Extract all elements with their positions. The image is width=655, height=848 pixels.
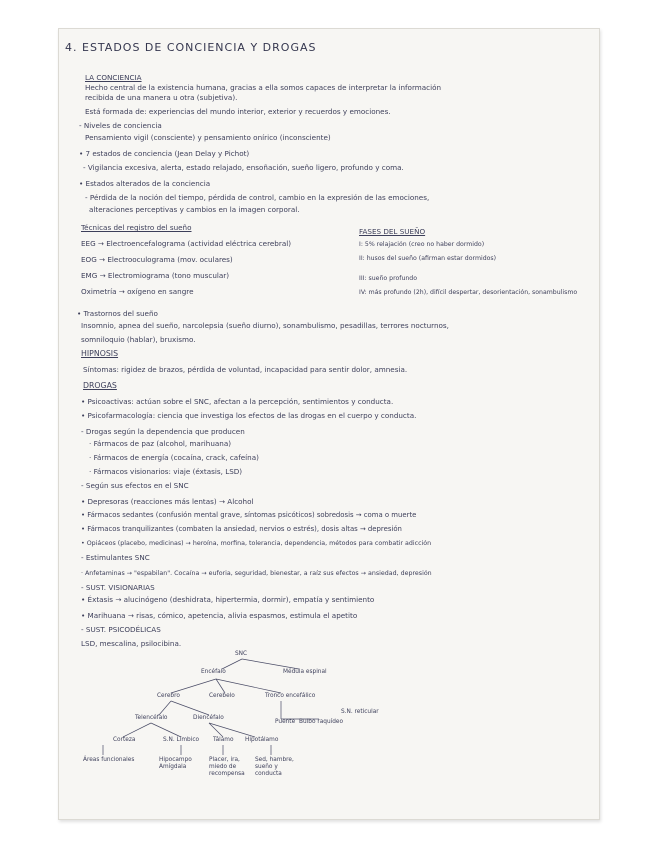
section-heading-conciencia: LA CONCIENCIA (85, 73, 142, 82)
hipnosis-line: Síntomas: rigidez de brazos, pérdida de voluntad, incapacidad para sentir dolor, amnesia. (83, 365, 408, 374)
drogas-line: • Opiáceos (placebo, medicinas) → heroína, morfina, tolerancia, dependencia, métodos para combatir adicción (81, 540, 432, 547)
tecnica-item: Oximetría → oxígeno en sangre (81, 287, 194, 296)
conciencia-line: Hecho central de la existencia humana, gracias a ella somos capaces de interpretar la información (85, 83, 442, 92)
notebook-page (58, 28, 600, 820)
drogas-line: • Depresoras (reacciones más lentas) → Alcohol (81, 497, 254, 506)
diagram-node-reticular: S.N. reticular (341, 709, 379, 715)
drogas-heading: DROGAS (83, 381, 117, 390)
drogas-line: • Psicoactivas: actúan sobre el SNC, afectan a la percepción, sentimientos y conducta. (81, 397, 394, 406)
diagram-node-talamo: Tálamo (213, 737, 234, 743)
page-title: 4. ESTADOS DE CONCIENCIA Y DROGAS (65, 41, 317, 54)
drogas-line: - Según sus efectos en el SNC (81, 481, 189, 490)
diagram-leaf-areas: Áreas funcionales (83, 757, 135, 763)
conciencia-line: - Niveles de conciencia (79, 121, 162, 130)
snc-tree-lines (59, 29, 599, 819)
drogas-line: • Éxtasis → alucinógeno (deshidrata, hipertermia, dormir), empatía y sentimiento (81, 595, 375, 604)
diagram-node-tronco: Tronco encefálico (265, 693, 316, 699)
conciencia-line: Está formada de: experiencias del mundo interior, exterior y recuerdos y emociones. (85, 107, 391, 116)
diagram-node-encefalo: Encéfalo (201, 669, 226, 675)
fase-item: III: sueño profundo (359, 275, 418, 282)
fases-heading: FASES DEL SUEÑO (359, 227, 426, 236)
drogas-line: - SUST. VISIONARIAS (81, 583, 155, 592)
tecnica-item: EEG → Electroencefalograma (actividad eléctrica cerebral) (81, 239, 292, 248)
trastornos-line: somniloquio (hablar), bruxismo. (81, 335, 196, 344)
conciencia-line: - Vigilancia excesiva, alerta, estado relajado, ensoñación, sueño ligero, profundo y coma. (83, 163, 404, 172)
drogas-line: · Anfetaminas → "espabilan". Cocaína → euforia, seguridad, bienestar, a raíz sus efectos → ansiedad, depresión (81, 570, 432, 577)
diagram-leaf-placer: Placer, ira, miedo de recompensa (209, 757, 245, 777)
drogas-line: - Drogas según la dependencia que producen (81, 427, 245, 436)
conciencia-line: alteraciones perceptivas y cambios en la imagen corporal. (89, 205, 300, 214)
drogas-line: - Estimulantes SNC (81, 553, 150, 562)
tecnica-item: EOG → Electrooculograma (mov. oculares) (81, 255, 233, 264)
fase-item: II: husos del sueño (afirman estar dormidos) (359, 255, 497, 262)
diagram-node-cerebelo: Cerebelo (209, 693, 235, 699)
tecnica-item: EMG → Electromiograma (tono muscular) (81, 271, 230, 280)
diagram-node-medula: Médula espinal (283, 669, 327, 675)
trastornos-heading: • Trastornos del sueño (77, 309, 158, 318)
conciencia-line: • Estados alterados de la conciencia (79, 179, 211, 188)
drogas-line: • Fármacos sedantes (confusión mental grave, síntomas psicóticos) sobredosis → coma o muerte (81, 511, 417, 519)
diagram-node-cerebro: Cerebro (157, 693, 180, 699)
drogas-line: • Marihuana → risas, cómico, apetencia, alivia espasmos, estimula el apetito (81, 611, 358, 620)
diagram-node-diencefalo: Diencéfalo (193, 715, 224, 721)
drogas-line: · Fármacos de paz (alcohol, marihuana) (89, 439, 232, 448)
diagram-leaf-hipocampo: Hipocampo Amígdala (159, 757, 192, 770)
fase-item: IV: más profundo (2h), difícil despertar, desorientación, sonambulismo (359, 289, 578, 296)
conciencia-line: - Pérdida de la noción del tiempo, pérdida de control, cambio en la expresión de las emociones, (85, 193, 430, 202)
conciencia-line: • 7 estados de conciencia (Jean Delay y Pichot) (79, 149, 250, 158)
fase-item: I: 5% relajación (creo no haber dormido) (359, 241, 485, 248)
diagram-node-snc: SNC (235, 651, 248, 657)
drogas-line: • Fármacos tranquilizantes (combaten la ansiedad, nervios o estrés), dosis altas → depresión (81, 525, 402, 533)
diagram-node-corteza: Corteza (113, 737, 136, 743)
hipnosis-heading: HIPNOSIS (81, 349, 119, 358)
drogas-line: - SUST. PSICODÉLICAS (81, 625, 161, 634)
drogas-line: • Psicofarmacología: ciencia que investiga los efectos de las drogas en el cuerpo y conducta. (81, 411, 417, 420)
diagram-node-limbico: S.N. Límbico (163, 737, 200, 743)
trastornos-line: Insomnio, apnea del sueño, narcolepsia (sueño diurno), sonambulismo, pesadillas, terrores nocturnos, (81, 321, 449, 330)
conciencia-line: recibida de una manera u otra (subjetiva). (85, 93, 238, 102)
diagram-leaf-sed: Sed, hambre, sueño y conducta (255, 757, 294, 777)
tecnicas-heading: Técnicas del registro del sueño (81, 223, 192, 232)
conciencia-line: Pensamiento vigil (consciente) y pensamiento onírico (inconsciente) (85, 133, 331, 142)
diagram-node-telencefalo: Telencéfalo (135, 715, 168, 721)
diagram-node-puente: Puente (275, 719, 296, 725)
drogas-line: LSD, mescalina, psilocibina. (81, 639, 182, 648)
drogas-line: · Fármacos de energía (cocaína, crack, cafeína) (89, 453, 259, 462)
diagram-node-hipotalamo: Hipotálamo (245, 737, 279, 743)
drogas-line: · Fármacos visionarios: viaje (éxtasis, LSD) (89, 467, 243, 476)
diagram-node-bulbo: Bulbo raquídeo (299, 719, 344, 725)
